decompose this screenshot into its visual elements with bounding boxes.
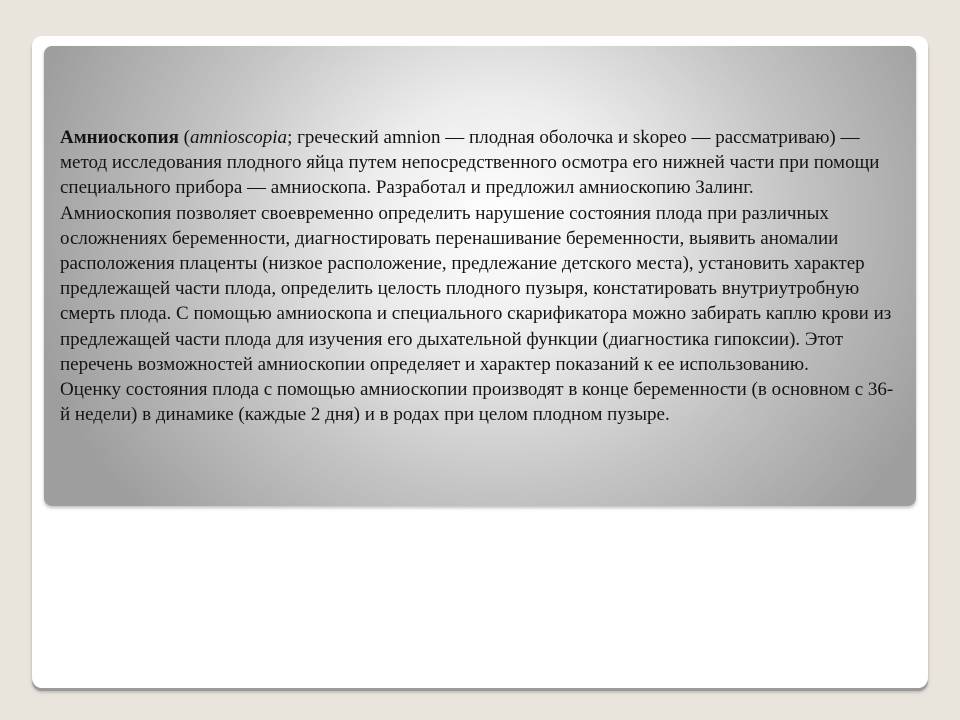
latin-term: amnioscopia <box>189 127 288 148</box>
term-heading: Амниоскопия <box>60 127 179 148</box>
text-panel <box>44 46 916 506</box>
paragraph-capabilities: Амниоскопия позволяет своевременно определить нарушение состояния плода при различных осложнениях беременности, диагностировать перенашивание беременности, выявить аномалии расположения плаценты (низкое расположение, предлежание детского места), установить характер предлежащей части плода, определить целость плодного пузыря, констатировать внутриутробную смерть плода. С помощью амниоскопа и специального скарификатора можно забирать каплю крови из предлежащей части плода для изучения его дыхательной функции (диагностика гипоксии). Этот перечень возможностей амниоскопии определяет и характер показаний к ее использованию. <box>60 202 892 375</box>
definition-text: ; греческий amnion — плодная оболочка и skopeo — рассматриваю) — метод исследования плодного яйца путем непосредственного осмотра его нижней части при помощи специального прибора — амниоскопа. Разработал и предложил амниоскопию Залинг. <box>60 127 880 199</box>
open-paren: ( <box>178 127 190 148</box>
paragraph-definition <box>60 125 896 201</box>
paragraph-timing: Оценку состояния плода с помощью амниоскопии производят в конце беременности (в основном с 36-й недели) в динамике (каждые 2 дня) и в родах при целом плодном пузыре. <box>60 379 894 426</box>
